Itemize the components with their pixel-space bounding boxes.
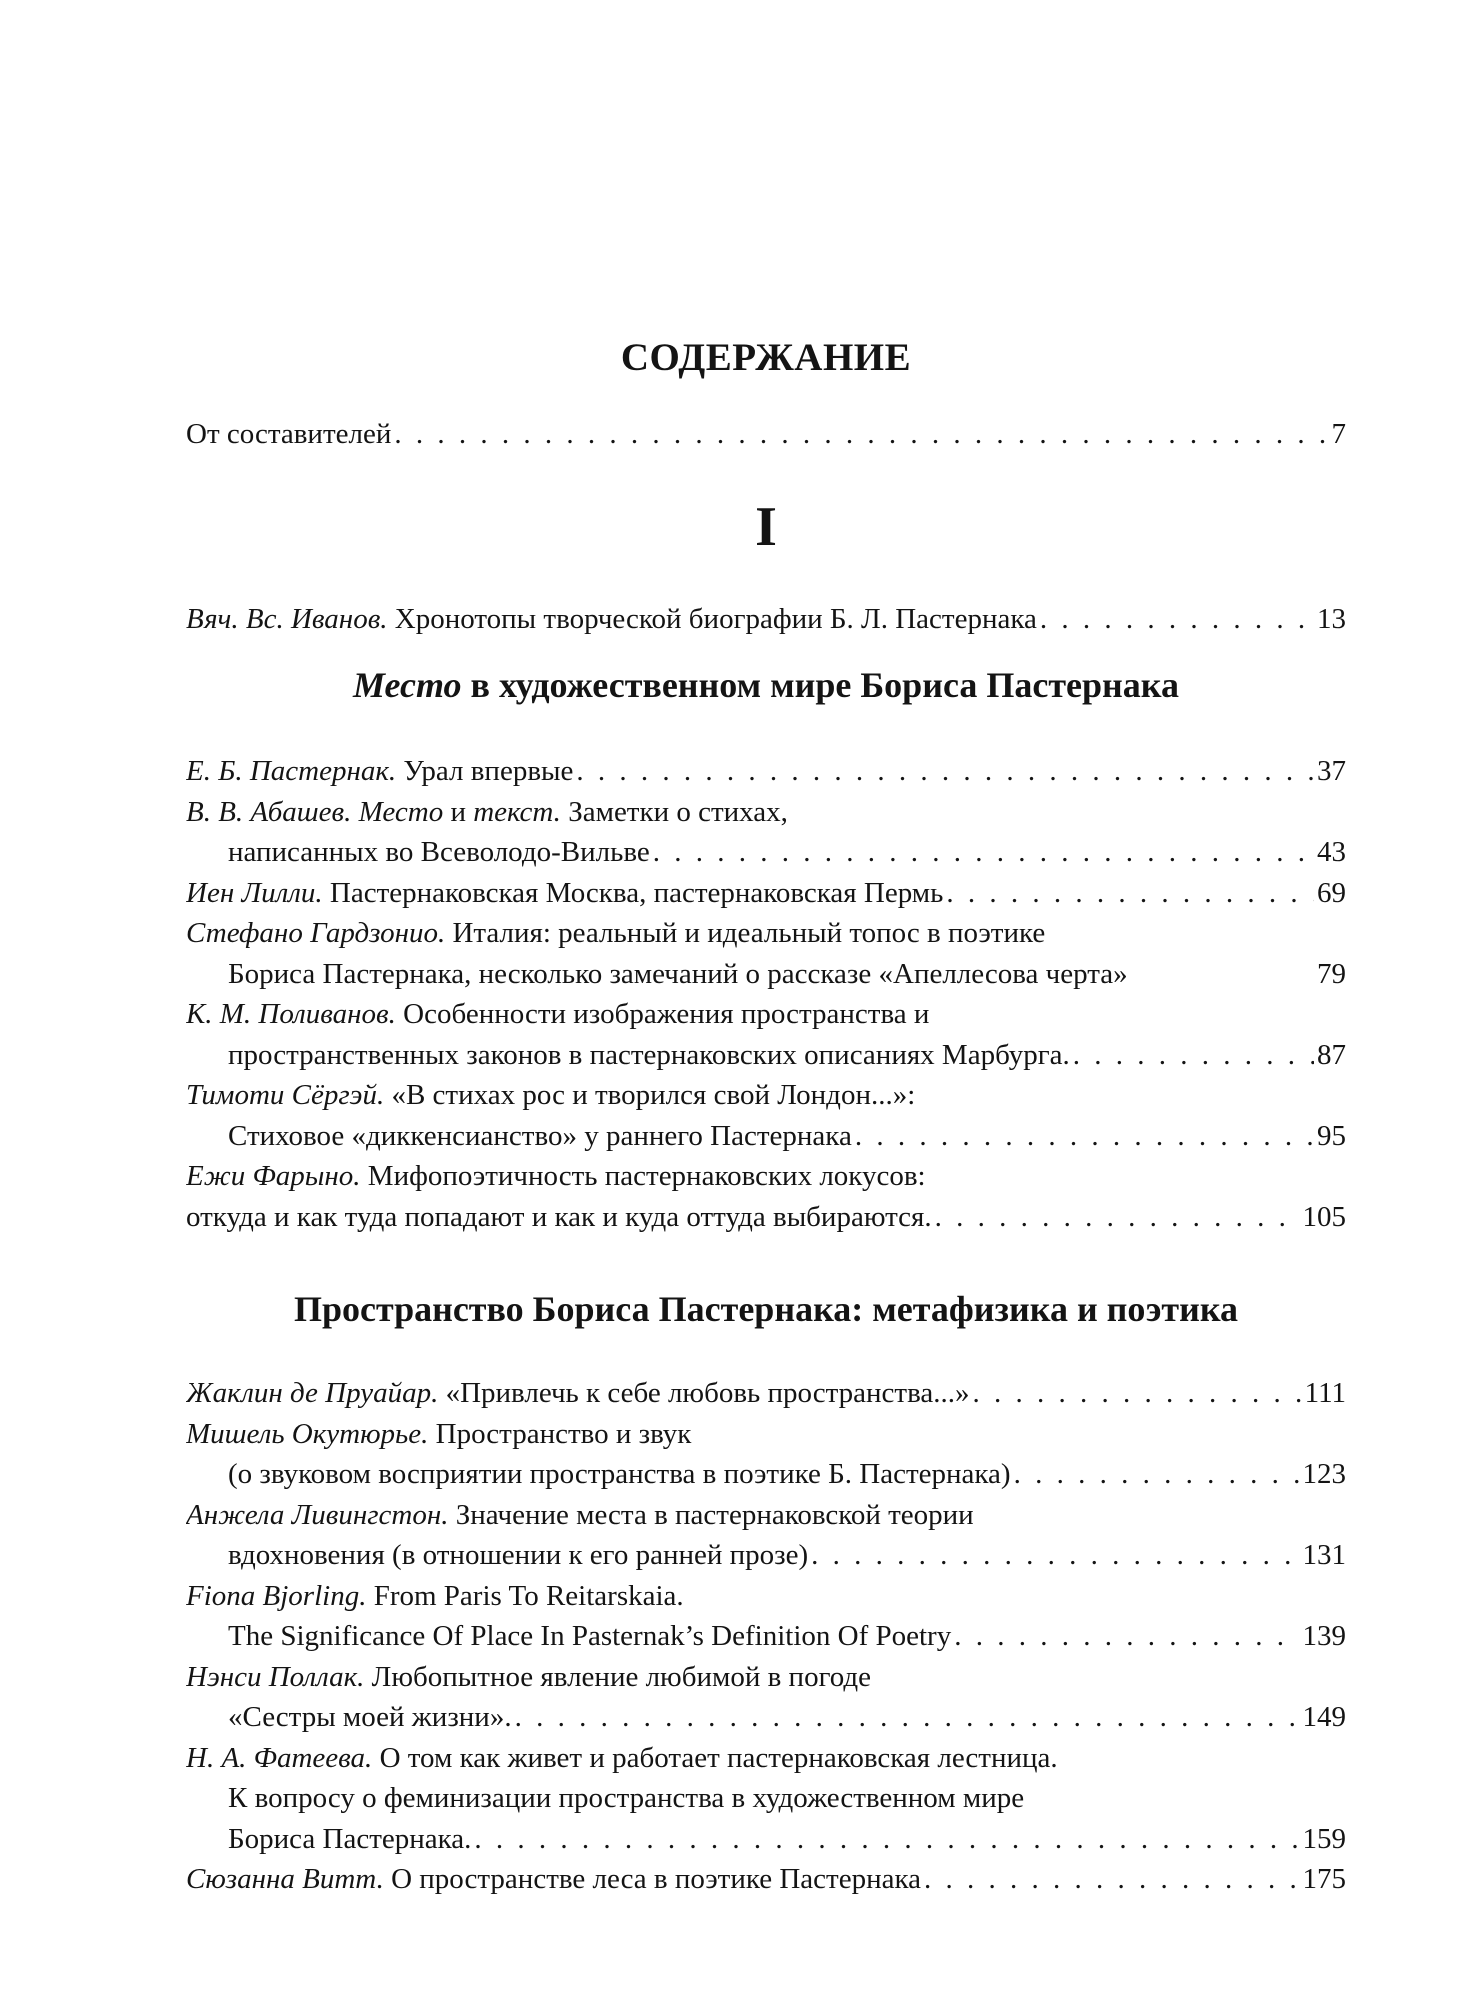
toc-entry-ivanov — [186, 599, 1346, 640]
toc-entry: Мишель Окутюрье. Пространство и звук — [186, 1417, 692, 1450]
toc-entry: Стефано Гардзонио. Италия: реальный и идеальный топос в поэтике — [186, 917, 1046, 949]
dot-leader — [394, 414, 1328, 455]
dot-leader — [935, 1197, 1300, 1238]
page-number: 175 — [1302, 1863, 1346, 1895]
entry-author: Иен Лилли. — [186, 876, 323, 909]
dot-leader — [1014, 1454, 1300, 1495]
entry-title: «Привлечь к себе любовь пространства...» — [438, 1377, 970, 1409]
entry-author: Нэнси Поллак. — [186, 1660, 365, 1693]
toc-entry: Нэнси Поллак. Любопытное явление любимой в погоде — [186, 1660, 872, 1693]
page-number: 79 — [1317, 957, 1346, 990]
entry-title: Урал впервые — [396, 755, 574, 787]
toc-entry — [186, 1373, 1346, 1414]
toc-entry-continuation: пространственных законов в пастернаковских описаниях Марбурга. . . . 87 — [186, 1035, 1346, 1076]
page-number: 111 — [1304, 1377, 1346, 1409]
page-number: 159 — [1302, 1822, 1346, 1855]
toc-entry: Ежи Фарыно. Мифопоэтичность пастернаковских локусов: — [186, 1160, 926, 1192]
entry-title: О пространстве леса в поэтике Пастернака — [383, 1863, 922, 1895]
part-numeral: I — [755, 495, 777, 558]
page-number: 123 — [1302, 1458, 1346, 1490]
toc-entry-continuation: вдохновения (в отношении к его ранней прозе) . . . 131 — [186, 1535, 1346, 1576]
entry-title: От составителей — [186, 418, 392, 450]
toc-entry-continuation: (о звуковом восприятии пространства в поэтике Б. Пастернака) . . . 123 — [186, 1454, 1346, 1495]
dot-leader — [973, 1373, 1302, 1414]
table-of-contents — [186, 330, 1346, 1900]
section-heading-1: Место в художественном мире Бориса Пастернака — [353, 665, 1179, 705]
page-number: 43 — [1317, 836, 1346, 868]
page-number: 13 — [1317, 602, 1346, 635]
toc-entry-continuation: «Сестры моей жизни». . . . 149 — [186, 1697, 1346, 1738]
toc-entry-continuation: Бориса Пастернака. . . . 159 — [186, 1819, 1346, 1860]
dot-leader — [855, 1116, 1314, 1157]
entry-author: В. В. Абашев. — [186, 795, 352, 828]
toc-entry: Н. А. Фатеева. О том как живет и работает пастернаковская лестница. — [186, 1741, 1058, 1774]
page-number: 95 — [1317, 1119, 1346, 1152]
toc-entry: Тимоти Сёргэй. «В стихах рос и творился свой Лондон...»: — [186, 1079, 916, 1111]
dot-leader — [811, 1535, 1299, 1576]
toc-entry: Анжела Ливингстон. Значение места в пастернаковской теории — [186, 1498, 974, 1531]
dot-leader — [954, 1616, 1299, 1657]
toc-entry — [186, 873, 1346, 914]
entry-author: Вяч. Вс. Иванов. — [186, 602, 388, 635]
dot-leader — [576, 751, 1314, 792]
page-number: 131 — [1302, 1539, 1346, 1571]
entry-author: Тимоти Сёргэй. — [186, 1079, 385, 1111]
toc-entry-continuation: The Significance Of Place In Pasternak’s Definition Of Poetry . . . 139 — [186, 1616, 1346, 1657]
entry-title: Пастернаковская Москва, пастернаковская Пермь — [322, 876, 944, 909]
page-number: 69 — [1317, 876, 1346, 909]
toc-entry: Fiona Bjorling. From Paris To Reitarskaia. — [186, 1579, 684, 1612]
page-number: 149 — [1302, 1701, 1346, 1733]
toc-entry — [186, 751, 1346, 792]
entry-title: Хронотопы творческой биографии Б. Л. Пастернака — [387, 602, 1037, 635]
entry-author: Анжела Ливингстон. — [186, 1498, 449, 1531]
toc-entry-continuation: К вопросу о феминизации пространства в художественном мире — [228, 1782, 1025, 1814]
dot-leader — [924, 1859, 1299, 1900]
dot-leader — [1073, 1035, 1314, 1076]
toc-entry-continuation: Бориса Пастернака, несколько замечаний о рассказе «Апеллесова черта» 79 — [186, 954, 1346, 995]
toc-entry: В. В. Абашев. Место и текст. Заметки о стихах, — [186, 795, 788, 828]
page-number: 7 — [1331, 418, 1346, 450]
page-number: 105 — [1302, 1200, 1346, 1233]
page-number: 87 — [1317, 1038, 1346, 1071]
toc-entry-continuation: откуда и как туда попадают и как и куда оттуда выбираются. . . . 105 — [186, 1197, 1346, 1238]
entry-author: Стефано Гардзонио. — [186, 917, 446, 949]
toc-entry-continuation: Стиховое «диккенсианство» у раннего Пастернака . . . 95 — [186, 1116, 1346, 1157]
section-heading-2: Пространство Бориса Пастернака: метафизика и поэтика — [293, 1289, 1239, 1329]
page-number: 139 — [1302, 1620, 1346, 1652]
entry-author: Fiona Bjorling. — [186, 1579, 367, 1612]
toc-entry-intro — [186, 414, 1346, 455]
dot-leader — [474, 1819, 1299, 1860]
entry-author: Ежи Фарыно. — [186, 1160, 361, 1192]
entry-author: Е. Б. Пастернак. — [186, 755, 397, 787]
toc-entry — [186, 1859, 1346, 1900]
page-number: 37 — [1317, 755, 1346, 787]
toc-entry-continuation: написанных во Всеволодо-Вильве . . . 43 — [186, 832, 1346, 873]
entry-author: Сюзанна Витт. — [186, 1863, 384, 1895]
dot-leader — [653, 832, 1314, 873]
toc-entry: К. М. Поливанов. Особенности изображения пространства и — [186, 998, 930, 1030]
entry-author: К. М. Поливанов. — [186, 998, 396, 1030]
entry-author: Жаклин де Пруайар. — [186, 1377, 439, 1409]
dot-leader — [515, 1697, 1300, 1738]
dot-leader — [946, 873, 1314, 914]
entry-author: Мишель Окутюрье. — [186, 1417, 429, 1450]
entry-author: Н. А. Фатеева. — [186, 1741, 373, 1774]
page-title: СОДЕРЖАНИЕ — [620, 336, 912, 379]
dot-leader — [1040, 599, 1314, 640]
